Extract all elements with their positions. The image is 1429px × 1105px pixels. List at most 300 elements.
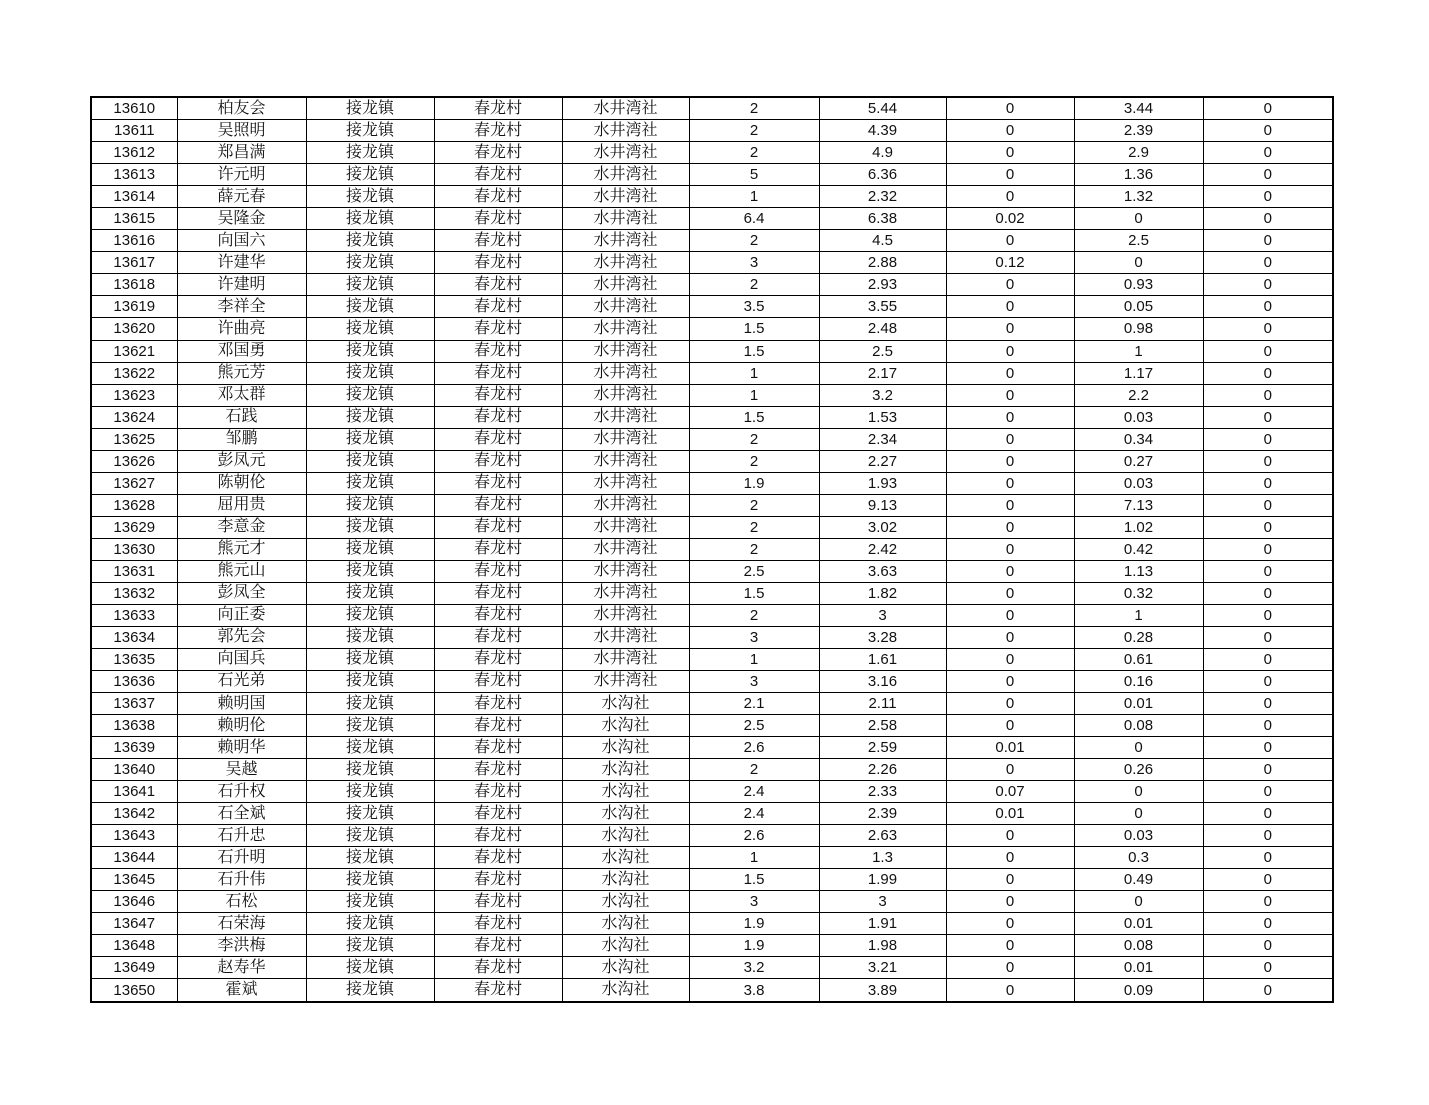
hamlet-cell: 水井湾社 — [562, 472, 689, 494]
town-cell: 接龙镇 — [306, 825, 434, 847]
value-3-cell: 0 — [946, 825, 1074, 847]
person-name-cell: 许建明 — [177, 274, 306, 296]
value-4-cell: 0.93 — [1074, 274, 1203, 296]
value-3-cell: 0 — [946, 648, 1074, 670]
town-cell: 接龙镇 — [306, 891, 434, 913]
table-row — [91, 781, 1333, 803]
town-cell: 接龙镇 — [306, 97, 434, 120]
value-4-cell: 3.44 — [1074, 97, 1203, 120]
village-cell: 春龙村 — [434, 781, 562, 803]
hamlet-cell: 水沟社 — [562, 957, 689, 979]
value-2-cell: 1.82 — [819, 582, 946, 604]
record-id-cell: 13618 — [91, 274, 177, 296]
person-name-cell: 石光弟 — [177, 670, 306, 692]
value-4-cell: 0 — [1074, 781, 1203, 803]
village-cell: 春龙村 — [434, 230, 562, 252]
value-1-cell: 1.9 — [689, 472, 819, 494]
record-id-cell: 13612 — [91, 142, 177, 164]
value-2-cell: 2.63 — [819, 825, 946, 847]
person-name-cell: 赖明伦 — [177, 715, 306, 737]
person-name-cell: 熊元山 — [177, 560, 306, 582]
record-id-cell: 13620 — [91, 318, 177, 340]
value-3-cell: 0 — [946, 979, 1074, 1002]
town-cell: 接龙镇 — [306, 428, 434, 450]
hamlet-cell: 水井湾社 — [562, 340, 689, 362]
table-body — [91, 97, 1333, 1002]
table-row — [91, 97, 1333, 120]
table-row — [91, 626, 1333, 648]
record-id-cell: 13613 — [91, 164, 177, 186]
value-4-cell: 0.61 — [1074, 648, 1203, 670]
value-4-cell: 0.09 — [1074, 979, 1203, 1002]
value-5-cell: 0 — [1203, 935, 1333, 957]
table-row — [91, 979, 1333, 1002]
hamlet-cell: 水井湾社 — [562, 274, 689, 296]
table-row — [91, 825, 1333, 847]
hamlet-cell: 水沟社 — [562, 737, 689, 759]
town-cell: 接龙镇 — [306, 384, 434, 406]
hamlet-cell: 水沟社 — [562, 979, 689, 1002]
town-cell: 接龙镇 — [306, 252, 434, 274]
table-row — [91, 737, 1333, 759]
value-2-cell: 2.33 — [819, 781, 946, 803]
value-2-cell: 1.93 — [819, 472, 946, 494]
value-1-cell: 2.5 — [689, 560, 819, 582]
value-2-cell: 3.28 — [819, 626, 946, 648]
value-3-cell: 0 — [946, 869, 1074, 891]
value-1-cell: 1 — [689, 186, 819, 208]
value-5-cell: 0 — [1203, 318, 1333, 340]
value-5-cell: 0 — [1203, 604, 1333, 626]
value-3-cell: 0 — [946, 582, 1074, 604]
table-row — [91, 913, 1333, 935]
hamlet-cell: 水沟社 — [562, 715, 689, 737]
hamlet-cell: 水井湾社 — [562, 626, 689, 648]
value-5-cell: 0 — [1203, 97, 1333, 120]
value-1-cell: 2.6 — [689, 825, 819, 847]
value-1-cell: 1 — [689, 847, 819, 869]
village-cell: 春龙村 — [434, 340, 562, 362]
record-id-cell: 13624 — [91, 406, 177, 428]
value-4-cell: 1.17 — [1074, 362, 1203, 384]
value-1-cell: 2 — [689, 538, 819, 560]
value-4-cell: 1 — [1074, 340, 1203, 362]
town-cell: 接龙镇 — [306, 715, 434, 737]
person-name-cell: 赖明国 — [177, 693, 306, 715]
hamlet-cell: 水井湾社 — [562, 230, 689, 252]
table-row — [91, 693, 1333, 715]
village-cell: 春龙村 — [434, 979, 562, 1002]
value-2-cell: 6.36 — [819, 164, 946, 186]
hamlet-cell: 水井湾社 — [562, 164, 689, 186]
value-1-cell: 3 — [689, 252, 819, 274]
value-3-cell: 0 — [946, 472, 1074, 494]
person-name-cell: 许曲亮 — [177, 318, 306, 340]
value-4-cell: 0.32 — [1074, 582, 1203, 604]
value-3-cell: 0 — [946, 626, 1074, 648]
record-id-cell: 13647 — [91, 913, 177, 935]
record-id-cell: 13642 — [91, 803, 177, 825]
hamlet-cell: 水井湾社 — [562, 120, 689, 142]
value-3-cell: 0 — [946, 428, 1074, 450]
hamlet-cell: 水井湾社 — [562, 384, 689, 406]
village-cell: 春龙村 — [434, 715, 562, 737]
value-5-cell: 0 — [1203, 538, 1333, 560]
value-4-cell: 1.36 — [1074, 164, 1203, 186]
village-cell: 春龙村 — [434, 362, 562, 384]
value-5-cell: 0 — [1203, 406, 1333, 428]
value-2-cell: 3.55 — [819, 296, 946, 318]
village-cell: 春龙村 — [434, 693, 562, 715]
hamlet-cell: 水井湾社 — [562, 362, 689, 384]
table-row — [91, 582, 1333, 604]
person-name-cell: 石升忠 — [177, 825, 306, 847]
value-1-cell: 1.9 — [689, 913, 819, 935]
person-name-cell: 邓国勇 — [177, 340, 306, 362]
village-cell: 春龙村 — [434, 97, 562, 120]
record-id-cell: 13644 — [91, 847, 177, 869]
town-cell: 接龙镇 — [306, 274, 434, 296]
value-1-cell: 6.4 — [689, 208, 819, 230]
village-cell: 春龙村 — [434, 538, 562, 560]
value-3-cell: 0.07 — [946, 781, 1074, 803]
value-3-cell: 0 — [946, 891, 1074, 913]
table-row — [91, 516, 1333, 538]
town-cell: 接龙镇 — [306, 604, 434, 626]
value-1-cell: 1 — [689, 648, 819, 670]
value-5-cell: 0 — [1203, 450, 1333, 472]
value-2-cell: 3.89 — [819, 979, 946, 1002]
village-cell: 春龙村 — [434, 957, 562, 979]
table-row — [91, 340, 1333, 362]
value-4-cell: 0.01 — [1074, 693, 1203, 715]
value-2-cell: 2.58 — [819, 715, 946, 737]
value-4-cell: 1.13 — [1074, 560, 1203, 582]
town-cell: 接龙镇 — [306, 670, 434, 692]
record-id-cell: 13626 — [91, 450, 177, 472]
value-2-cell: 2.27 — [819, 450, 946, 472]
village-cell: 春龙村 — [434, 604, 562, 626]
record-id-cell: 13631 — [91, 560, 177, 582]
value-3-cell: 0.12 — [946, 252, 1074, 274]
village-cell: 春龙村 — [434, 582, 562, 604]
person-name-cell: 石松 — [177, 891, 306, 913]
town-cell: 接龙镇 — [306, 869, 434, 891]
value-3-cell: 0 — [946, 935, 1074, 957]
value-4-cell: 0 — [1074, 737, 1203, 759]
hamlet-cell: 水沟社 — [562, 847, 689, 869]
town-cell: 接龙镇 — [306, 693, 434, 715]
value-2-cell: 2.42 — [819, 538, 946, 560]
village-cell: 春龙村 — [434, 737, 562, 759]
village-cell: 春龙村 — [434, 560, 562, 582]
person-name-cell: 石升权 — [177, 781, 306, 803]
value-2-cell: 2.39 — [819, 803, 946, 825]
value-2-cell: 3 — [819, 604, 946, 626]
value-2-cell: 6.38 — [819, 208, 946, 230]
person-name-cell: 柏友会 — [177, 97, 306, 120]
town-cell: 接龙镇 — [306, 164, 434, 186]
value-4-cell: 0 — [1074, 252, 1203, 274]
value-5-cell: 0 — [1203, 142, 1333, 164]
table-row — [91, 538, 1333, 560]
value-1-cell: 2 — [689, 97, 819, 120]
value-2-cell: 3.02 — [819, 516, 946, 538]
hamlet-cell: 水沟社 — [562, 803, 689, 825]
value-2-cell: 2.48 — [819, 318, 946, 340]
value-1-cell: 1.5 — [689, 318, 819, 340]
value-1-cell: 3 — [689, 626, 819, 648]
value-3-cell: 0 — [946, 120, 1074, 142]
village-cell: 春龙村 — [434, 384, 562, 406]
value-3-cell: 0 — [946, 759, 1074, 781]
village-cell: 春龙村 — [434, 494, 562, 516]
value-2-cell: 2.17 — [819, 362, 946, 384]
table-row — [91, 296, 1333, 318]
village-cell: 春龙村 — [434, 252, 562, 274]
value-5-cell: 0 — [1203, 626, 1333, 648]
value-2-cell: 2.88 — [819, 252, 946, 274]
person-name-cell: 向国六 — [177, 230, 306, 252]
value-5-cell: 0 — [1203, 670, 1333, 692]
town-cell: 接龙镇 — [306, 208, 434, 230]
value-3-cell: 0 — [946, 296, 1074, 318]
value-4-cell: 0.26 — [1074, 759, 1203, 781]
person-name-cell: 赵寿华 — [177, 957, 306, 979]
table-row — [91, 935, 1333, 957]
hamlet-cell: 水井湾社 — [562, 252, 689, 274]
value-2-cell: 3.2 — [819, 384, 946, 406]
value-4-cell: 0.03 — [1074, 825, 1203, 847]
record-id-cell: 13632 — [91, 582, 177, 604]
value-4-cell: 0.01 — [1074, 957, 1203, 979]
value-5-cell: 0 — [1203, 494, 1333, 516]
person-name-cell: 吴越 — [177, 759, 306, 781]
village-cell: 春龙村 — [434, 825, 562, 847]
table-row — [91, 472, 1333, 494]
table-row — [91, 164, 1333, 186]
record-id-cell: 13633 — [91, 604, 177, 626]
table-row — [91, 274, 1333, 296]
person-name-cell: 邓太群 — [177, 384, 306, 406]
value-3-cell: 0 — [946, 604, 1074, 626]
value-1-cell: 2.4 — [689, 781, 819, 803]
hamlet-cell: 水井湾社 — [562, 296, 689, 318]
record-id-cell: 13636 — [91, 670, 177, 692]
record-id-cell: 13635 — [91, 648, 177, 670]
value-1-cell: 1.5 — [689, 406, 819, 428]
value-4-cell: 0.03 — [1074, 472, 1203, 494]
value-1-cell: 2 — [689, 274, 819, 296]
town-cell: 接龙镇 — [306, 538, 434, 560]
value-4-cell: 2.9 — [1074, 142, 1203, 164]
table-row — [91, 759, 1333, 781]
value-1-cell: 3.8 — [689, 979, 819, 1002]
record-id-cell: 13616 — [91, 230, 177, 252]
town-cell: 接龙镇 — [306, 582, 434, 604]
value-4-cell: 2.5 — [1074, 230, 1203, 252]
hamlet-cell: 水井湾社 — [562, 186, 689, 208]
village-cell: 春龙村 — [434, 142, 562, 164]
record-id-cell: 13641 — [91, 781, 177, 803]
record-id-cell: 13617 — [91, 252, 177, 274]
town-cell: 接龙镇 — [306, 472, 434, 494]
village-cell: 春龙村 — [434, 472, 562, 494]
table-row — [91, 120, 1333, 142]
table-row — [91, 869, 1333, 891]
value-4-cell: 0.42 — [1074, 538, 1203, 560]
person-name-cell: 向正委 — [177, 604, 306, 626]
value-4-cell: 2.2 — [1074, 384, 1203, 406]
value-1-cell: 2 — [689, 494, 819, 516]
value-4-cell: 1 — [1074, 604, 1203, 626]
town-cell: 接龙镇 — [306, 516, 434, 538]
value-5-cell: 0 — [1203, 979, 1333, 1002]
value-5-cell: 0 — [1203, 362, 1333, 384]
village-cell: 春龙村 — [434, 869, 562, 891]
village-cell: 春龙村 — [434, 318, 562, 340]
record-id-cell: 13628 — [91, 494, 177, 516]
value-4-cell: 0.49 — [1074, 869, 1203, 891]
record-id-cell: 13645 — [91, 869, 177, 891]
value-1-cell: 1.5 — [689, 340, 819, 362]
record-id-cell: 13611 — [91, 120, 177, 142]
value-5-cell: 0 — [1203, 560, 1333, 582]
record-id-cell: 13639 — [91, 737, 177, 759]
value-5-cell: 0 — [1203, 186, 1333, 208]
hamlet-cell: 水沟社 — [562, 935, 689, 957]
value-3-cell: 0 — [946, 715, 1074, 737]
town-cell: 接龙镇 — [306, 737, 434, 759]
village-cell: 春龙村 — [434, 670, 562, 692]
value-5-cell: 0 — [1203, 803, 1333, 825]
hamlet-cell: 水井湾社 — [562, 142, 689, 164]
value-5-cell: 0 — [1203, 957, 1333, 979]
value-4-cell: 2.39 — [1074, 120, 1203, 142]
value-2-cell: 2.26 — [819, 759, 946, 781]
value-5-cell: 0 — [1203, 759, 1333, 781]
value-4-cell: 0.27 — [1074, 450, 1203, 472]
town-cell: 接龙镇 — [306, 230, 434, 252]
value-4-cell: 0.08 — [1074, 935, 1203, 957]
hamlet-cell: 水井湾社 — [562, 516, 689, 538]
person-name-cell: 屈用贵 — [177, 494, 306, 516]
person-name-cell: 熊元芳 — [177, 362, 306, 384]
value-1-cell: 2 — [689, 450, 819, 472]
hamlet-cell: 水井湾社 — [562, 670, 689, 692]
value-1-cell: 2.1 — [689, 693, 819, 715]
value-3-cell: 0 — [946, 406, 1074, 428]
hamlet-cell: 水井湾社 — [562, 560, 689, 582]
value-3-cell: 0 — [946, 693, 1074, 715]
town-cell: 接龙镇 — [306, 803, 434, 825]
town-cell: 接龙镇 — [306, 847, 434, 869]
value-2-cell: 1.61 — [819, 648, 946, 670]
data-table — [90, 96, 1334, 1003]
value-1-cell: 1.5 — [689, 869, 819, 891]
value-1-cell: 2 — [689, 142, 819, 164]
hamlet-cell: 水井湾社 — [562, 97, 689, 120]
value-5-cell: 0 — [1203, 120, 1333, 142]
record-id-cell: 13637 — [91, 693, 177, 715]
person-name-cell: 李祥全 — [177, 296, 306, 318]
table-row — [91, 891, 1333, 913]
value-3-cell: 0 — [946, 97, 1074, 120]
record-id-cell: 13623 — [91, 384, 177, 406]
village-cell: 春龙村 — [434, 296, 562, 318]
village-cell: 春龙村 — [434, 913, 562, 935]
town-cell: 接龙镇 — [306, 186, 434, 208]
value-4-cell: 7.13 — [1074, 494, 1203, 516]
value-2-cell: 1.91 — [819, 913, 946, 935]
value-5-cell: 0 — [1203, 693, 1333, 715]
table-row — [91, 450, 1333, 472]
town-cell: 接龙镇 — [306, 560, 434, 582]
hamlet-cell: 水井湾社 — [562, 604, 689, 626]
value-5-cell: 0 — [1203, 869, 1333, 891]
value-3-cell: 0.02 — [946, 208, 1074, 230]
value-5-cell: 0 — [1203, 913, 1333, 935]
value-4-cell: 0.08 — [1074, 715, 1203, 737]
person-name-cell: 霍斌 — [177, 979, 306, 1002]
record-id-cell: 13614 — [91, 186, 177, 208]
value-5-cell: 0 — [1203, 715, 1333, 737]
value-4-cell: 1.32 — [1074, 186, 1203, 208]
hamlet-cell: 水井湾社 — [562, 494, 689, 516]
record-id-cell: 13627 — [91, 472, 177, 494]
person-name-cell: 石升伟 — [177, 869, 306, 891]
hamlet-cell: 水沟社 — [562, 891, 689, 913]
value-3-cell: 0 — [946, 384, 1074, 406]
value-1-cell: 2.6 — [689, 737, 819, 759]
value-2-cell: 3.63 — [819, 560, 946, 582]
value-5-cell: 0 — [1203, 648, 1333, 670]
value-1-cell: 3 — [689, 670, 819, 692]
value-1-cell: 5 — [689, 164, 819, 186]
person-name-cell: 彭凤元 — [177, 450, 306, 472]
value-5-cell: 0 — [1203, 737, 1333, 759]
value-5-cell: 0 — [1203, 274, 1333, 296]
value-1-cell: 2.5 — [689, 715, 819, 737]
town-cell: 接龙镇 — [306, 648, 434, 670]
value-1-cell: 2 — [689, 516, 819, 538]
town-cell: 接龙镇 — [306, 406, 434, 428]
town-cell: 接龙镇 — [306, 296, 434, 318]
town-cell: 接龙镇 — [306, 935, 434, 957]
record-id-cell: 13610 — [91, 97, 177, 120]
table-row — [91, 957, 1333, 979]
record-id-cell: 13622 — [91, 362, 177, 384]
hamlet-cell: 水井湾社 — [562, 648, 689, 670]
hamlet-cell: 水井湾社 — [562, 208, 689, 230]
person-name-cell: 邹鹏 — [177, 428, 306, 450]
value-5-cell: 0 — [1203, 781, 1333, 803]
town-cell: 接龙镇 — [306, 759, 434, 781]
value-5-cell: 0 — [1203, 296, 1333, 318]
value-1-cell: 1.9 — [689, 935, 819, 957]
value-3-cell: 0 — [946, 142, 1074, 164]
table-row — [91, 803, 1333, 825]
value-2-cell: 4.5 — [819, 230, 946, 252]
person-name-cell: 熊元才 — [177, 538, 306, 560]
value-1-cell: 3 — [689, 891, 819, 913]
table-row — [91, 186, 1333, 208]
value-3-cell: 0 — [946, 340, 1074, 362]
value-5-cell: 0 — [1203, 825, 1333, 847]
value-2-cell: 2.59 — [819, 737, 946, 759]
value-4-cell: 0.03 — [1074, 406, 1203, 428]
village-cell: 春龙村 — [434, 164, 562, 186]
